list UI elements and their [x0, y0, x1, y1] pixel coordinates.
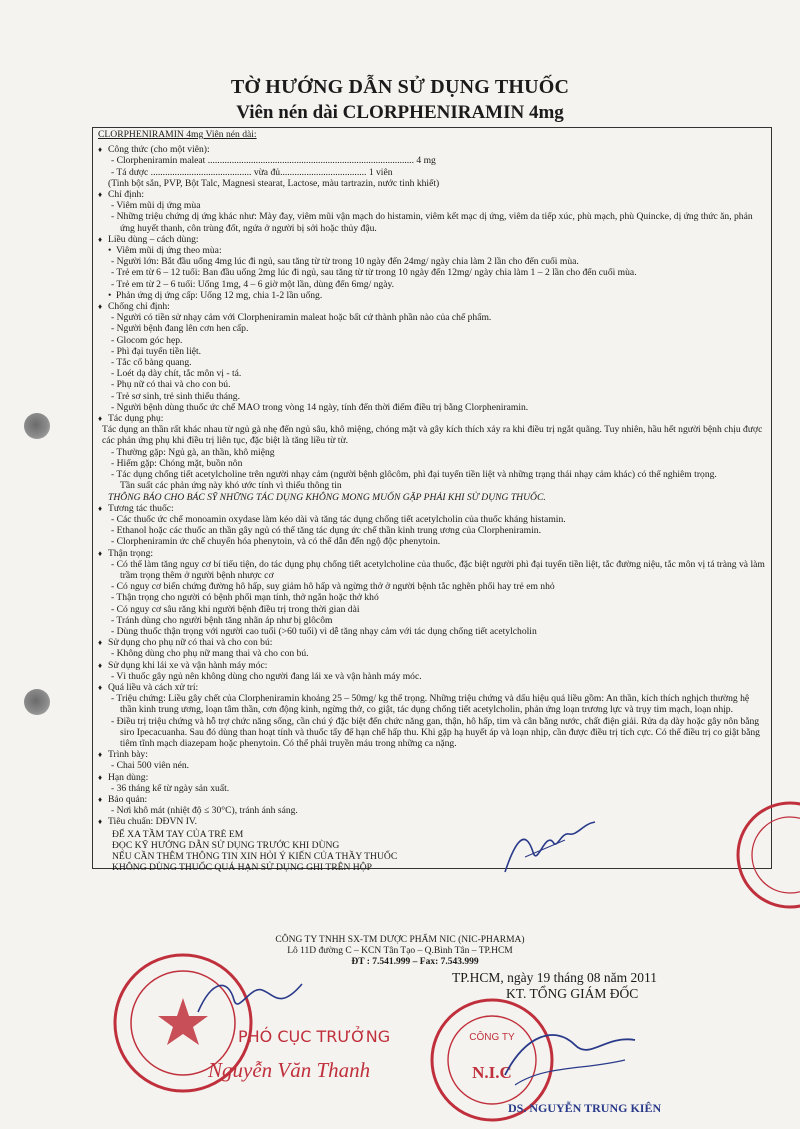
list-item: - Loét dạ dày chít, tắc môn vị - tá. [98, 368, 768, 379]
punch-hole [24, 413, 50, 439]
list-item: - Trẻ sơ sinh, trẻ sinh thiếu tháng. [98, 391, 768, 402]
warning-line: KHÔNG DÙNG THUỐC QUÁ HẠN SỬ DỤNG GHI TRÊN HỘP [112, 862, 372, 874]
warning-line: ĐỌC KỸ HƯỚNG DẪN SỬ DỤNG TRƯỚC KHI DÙNG [112, 839, 340, 851]
deputy-name: Nguyễn Văn Thanh [208, 1058, 371, 1082]
section-packaging-title: ♦ Trình bày: [98, 749, 768, 760]
section-contraindications-title: ♦ Chống chỉ định: [98, 301, 768, 312]
list-item: - Không dùng cho phụ nữ mang thai và cho con bú. [98, 648, 768, 659]
list-item: - Tác dụng chống tiết acetylcholine trên người nhạy cảm (người bệnh glôcôm, phì đại tuyến tiền liệt và những trạng thái nhạy cảm khác) có thể nghiêm trọng. [98, 469, 768, 480]
formula-active: - Clorpheniramin maleat ...................................................................................... 4 mg [98, 155, 768, 166]
section-standard-title: ♦ Tiêu chuẩn: DĐVN IV. [98, 816, 768, 827]
list-item: - Nơi khô mát (nhiệt độ ≤ 30°C), tránh ánh sáng. [98, 805, 768, 816]
company-name: CÔNG TY TNHH SX-TM DƯỢC PHẨM NIC (NIC-PHARMA) [275, 935, 525, 945]
list-item: - Những triệu chứng dị ứng khác như: Mày đay, viêm mũi vận mạch do histamin, viêm kết mạc dị ứng, viêm da tiếp xúc, phù mạch, phù Quincke, dị ứng thức ăn, phản ứng huyết thanh, côn trùng đốt, ngứa ở người bị sởi hoặc thủy đậu. [98, 211, 768, 233]
signer-name: DS. NGUYỄN TRUNG KIÊN [508, 1101, 662, 1115]
company-phone: ĐT : 7.541.999 – Fax: 7.543.999 [351, 957, 479, 967]
list-item: - Các thuốc ức chế monoamin oxydase làm kéo dài và tăng tác dụng chống tiết acetylcholin của thuốc kháng histamin. [98, 514, 768, 525]
side-effects-note: Tần suất các phản ứng này khó ước tính vì thiếu thông tin [120, 480, 342, 492]
warning-line: ĐỂ XA TẦM TAY CỦA TRẺ EM [112, 828, 244, 840]
list-item: - Tắc cổ bàng quang. [98, 357, 768, 368]
list-item: - Thường gặp: Ngủ gà, an thần, khô miệng [98, 447, 768, 458]
list-item: - Điều trị triệu chứng và hỗ trợ chức năng sống, cần chú ý đặc biệt đến chức năng gan, thận, hô hấp, tim và cân bằng nước, chất điện giải. Rửa dạ dày hoặc gây nôn bằng siro Ipecacuanha. Sau đó dùng than hoạt tính và thuốc tẩy để hạn chế hấp thu. Khi gặp hạ huyết áp và loạn nhịp, cần được điều trị tích cực. Có thể điều trị co giật bằng tiêm tĩnh mạch diazepam hoặc phenytoin. Có thể phải truyền máu trong những ca nặng. [98, 716, 768, 750]
dateline: TP.HCM, ngày 19 tháng 08 năm 2011 [452, 970, 657, 985]
list-item: - Vì thuốc gây ngủ nên không dùng cho người đang lái xe và vận hành máy móc. [98, 671, 768, 682]
list-item: - Trẻ em từ 2 – 6 tuổi: Uống 1mg, 4 – 6 giờ một lần, dùng đến 6mg/ ngày. [98, 279, 768, 290]
list-item: - Chai 500 viên nén. [98, 760, 768, 771]
stamp-company-line: CÔNG TY [469, 1032, 515, 1043]
warning-line: NẾU CẦN THÊM THÔNG TIN XIN HỎI Ý KIẾN CỦA THẦY THUỐC [112, 851, 398, 862]
list-item: - Trẻ em từ 6 – 12 tuổi: Ban đầu uống 2mg lúc đi ngủ, sau tăng từ từ trong 10 ngày đến 12mg/ ngày chia làm 1 – 2 lần cho đến cuối mùa. [98, 267, 768, 278]
list-item: - Có nguy cơ sâu răng khi người bệnh điều trị trong thời gian dài [98, 604, 768, 615]
section-indications-title: ♦ Chỉ định: [98, 189, 768, 200]
list-item: - Người bệnh đang lên cơn hen cấp. [98, 323, 768, 334]
section-pregnancy-title: ♦ Sử dụng cho phụ nữ có thai và cho con bú: [98, 637, 768, 648]
list-item: - Người lớn: Bắt đầu uống 4mg lúc đi ngủ, sau tăng từ từ trong 10 ngày đến 24mg/ ngày chia làm 2 lần cho đến cuối mùa. [98, 256, 768, 267]
side-effects-notice: THÔNG BÁO CHO BÁC SỸ NHỮNG TÁC DỤNG KHÔNG MONG MUỐN GẶP PHẢI KHI SỬ DỤNG THUỐC. [108, 491, 546, 503]
list-item: - Phì đại tuyến tiền liệt. [98, 346, 768, 357]
list-item: - Thận trọng cho người có bệnh phổi mạn tính, thở ngắn hoặc thở khó [98, 592, 768, 603]
list-item: - 36 tháng kể từ ngày sản xuất. [98, 783, 768, 794]
dosage-seasonal-title: • Viêm mũi dị ứng theo mùa: [98, 245, 768, 256]
punch-hole [24, 689, 50, 715]
section-side-effects-title: ♦ Tác dụng phụ: [98, 413, 768, 424]
list-item: - Glocom góc hẹp. [98, 335, 768, 346]
list-item: - Phụ nữ có thai và cho con bú. [98, 379, 768, 390]
director-signature-mark [495, 1015, 645, 1095]
list-item: - Clorpheniramin ức chế chuyển hóa phenytoin, và có thể dẫn đến ngộ độc phenytoin. [98, 536, 768, 547]
company-address: Lô 11D đường C – KCN Tân Tạo – Q.Bình Tân – TP.HCM [287, 946, 513, 956]
stamp-company-code: N.I.C [472, 1063, 512, 1082]
box-heading: CLORPHENIRAMIN 4mg Viên nén dài: [98, 129, 257, 140]
section-dosage-title: ♦ Liều dùng – cách dùng: [98, 234, 768, 245]
document-subtitle: Viên nén dài CLORPHENIRAMIN 4mg [236, 102, 564, 123]
section-interactions-title: ♦ Tương tác thuốc: [98, 503, 768, 514]
list-item: - Triệu chứng: Liều gây chết của Clorpheniramin khoảng 25 – 50mg/ kg thể trọng. Những triệu chứng và dấu hiệu quá liều gồm: An thần, kích thích nghịch thường hệ thần kinh trung ương, loạn tâm thần, cơn động kinh, ngừng thở, co giật, tác dụng chống tiết acetylcholin, phản ứng loạn trương lực và trụy tim mạch, loạn nhịp. [98, 693, 768, 715]
list-item: - Hiếm gặp: Chóng mặt, buồn nôn [98, 458, 768, 469]
list-item: - Ethanol hoặc các thuốc an thần gây ngủ có thể tăng tác dụng ức chế thần kinh trung ương của Clorpheniramin. [98, 525, 768, 536]
list-item: - Tránh dùng cho người bệnh tăng nhãn áp như bị glôcôm [98, 615, 768, 626]
signature-mark [495, 812, 605, 882]
formula-excipient: - Tá dược .......................................... vừa đủ.................................... 1 viên [98, 167, 768, 178]
section-storage-title: ♦ Bảo quản: [98, 794, 768, 805]
list-item: - Dùng thuốc thận trọng với người cao tuổi (>60 tuổi) vì dễ tăng nhạy cảm với tác dụng chống tiết acetylcholin [98, 626, 768, 637]
formula-excipient-note: (Tinh bột sắn, PVP, Bột Talc, Magnesi stearat, Lactose, màu tartrazin, nước tinh khiết) [108, 177, 440, 189]
list-item: - Có thể làm tăng nguy cơ bí tiểu tiện, do tác dụng phụ chống tiết acetylcholine của thuốc, đặc biệt người phì đại tuyến tiền liệt, tắc đường niệu, tắc môn vị tá tràng và làm trầm trọng thêm ở người bệnh nhược cơ [98, 559, 768, 581]
edge-stamp-icon [700, 800, 800, 910]
director-title: KT. TỔNG GIÁM ĐỐC [506, 986, 639, 1001]
list-item: - Viêm mũi dị ứng mùa [98, 200, 768, 211]
side-effects-intro: Tác dụng an thần rất khác nhau từ ngủ gà nhẹ đến ngủ sâu, khô miệng, chóng mặt và gây kích thích xảy ra khi điều trị ngắt quãng. Tuy nhiên, hầu hết người bệnh chịu được các phản ứng phụ khi điều trị liên tục, đặc biệt là tăng liều từ từ. [102, 424, 763, 447]
section-formula-title: ♦ Công thức (cho một viên): [98, 144, 768, 155]
section-overdose-title: ♦ Quá liều và cách xử trí: [98, 682, 768, 693]
section-precautions-title: ♦ Thận trọng: [98, 548, 768, 559]
document-title: TỜ HƯỚNG DẪN SỬ DỤNG THUỐC [230, 76, 570, 98]
deputy-title: PHÓ CỤC TRƯỞNG [238, 1027, 391, 1046]
leaflet-content [98, 129, 768, 873]
deputy-signature-mark [190, 970, 310, 1030]
warnings-block [98, 829, 768, 874]
dosage-acute: • Phản ứng dị ứng cấp: Uống 12 mg, chia 1-2 lần uống. [98, 290, 768, 301]
list-item: - Người bệnh dùng thuốc ức chế MAO trong vòng 14 ngày, tính đến thời điểm điều trị bằng Clorpheniramin. [98, 402, 768, 413]
list-item: - Có nguy cơ biến chứng đường hô hấp, suy giảm hô hấp và ngừng thở ở người bệnh tắc nghẽn phổi hay trẻ em nhỏ [98, 581, 768, 592]
list-item: - Người có tiền sử nhạy cảm với Clorpheniramin maleat hoặc bất cứ thành phần nào của chế phẩm. [98, 312, 768, 323]
section-driving-title: ♦ Sử dụng khi lái xe và vận hành máy móc: [98, 660, 768, 671]
section-shelf-life-title: ♦ Hạn dùng: [98, 772, 768, 783]
